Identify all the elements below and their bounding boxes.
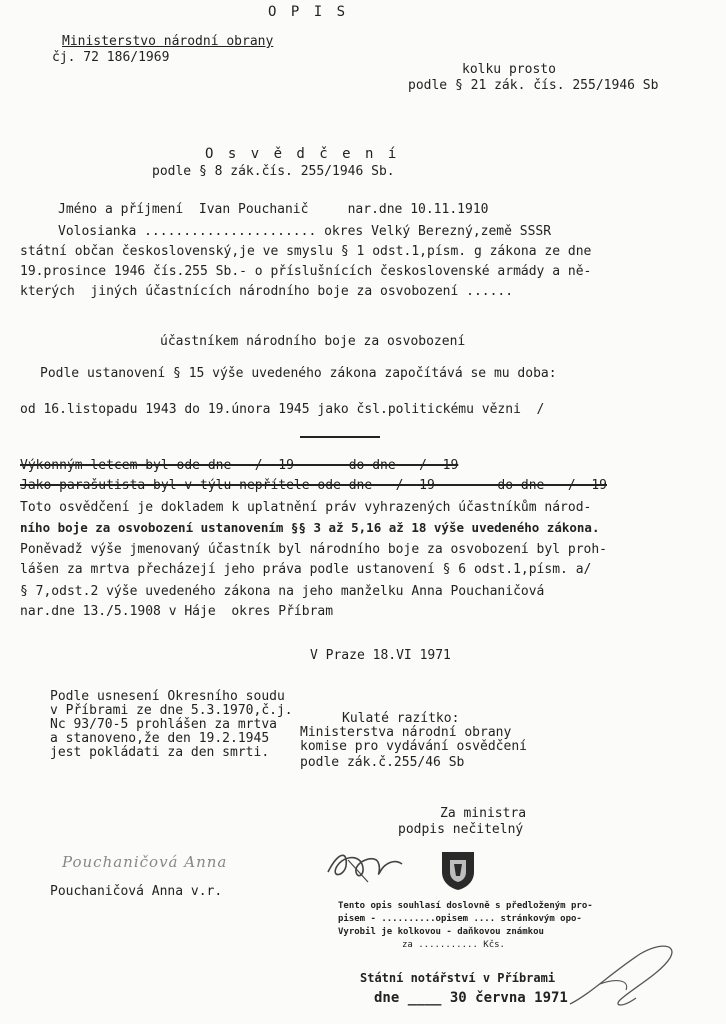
body-line-14: § 7,odst.2 výše uvedeného zákona na jeho manželku Anna Pouchaničová [20,584,545,599]
court-note-line-3: Nc 93/70-5 prohlášen za mrtva [50,717,277,732]
minister-line-2: podpis nečitelný [398,822,524,837]
notary-date: dne ____ 30 června 1971 [374,990,568,1006]
provision-line: Podle ustanovení § 15 výše uvedeného zákona započítává se mu doba: [40,366,557,381]
name-line: Jméno a příjmení Ivan Pouchanič nar.dne 10.11.1910 [58,202,489,217]
court-note-line-2: v Příbrami ze dne 5.3.1970,č.j. [50,703,293,718]
stamp-exemption-line2: podle § 21 zák. čís. 255/1946 Sb [408,78,659,93]
court-note-line-4: a stanoveno,že den 19.2.1945 [50,731,270,746]
body-line-12: Poněvadž výše jmenovaný účastník byl národního boje za osvobození byl proh- [20,542,607,557]
document-subtitle: podle § 8 zák.čís. 255/1946 Sb. [152,164,395,179]
struck-pilot-line: Výkonným letcem byl ode dne / 19 do dne / 19 [20,458,459,473]
court-note-line-5: jest pokládati za den smrti. [50,745,270,760]
round-stamp-line-3: komise pro vydávání osvědčení [300,739,527,754]
period-line: od 16.listopadu 1943 do 19.února 1945 jako čsl.politickému vězni / [20,402,545,417]
notary-office: Státní notářství v Příbrami [360,971,556,985]
struck-parachutist-line: Jako parašutista byl v týlu nepřítele ode dne / 19 do dne / 19 [20,478,607,493]
minister-line-1: Za ministra [440,806,527,821]
ministry-name: Ministerstvo národní obrany [62,34,274,49]
notary-stamp [338,900,593,952]
notary-stamp-line-2: pisem - ..........opisem .... stránkovým opo- [338,914,582,924]
place-date: V Praze 18.VI 1971 [310,648,451,663]
state-emblem-icon [438,848,478,892]
birthplace-line: Volosianka ...................... okres Velký Berezný,země SSSR [58,224,552,239]
body-line-10: Toto osvědčení je dokladem k uplatnění práv vyhrazených účastníkům národ- [20,500,592,515]
document-title: O s v ě d č e n í [205,146,400,162]
reference-number: čj. 72 186/1969 [52,50,170,65]
opis-heading: O P I S [268,4,349,20]
notary-signature-flourish [560,934,690,1014]
notary-stamp-line-4: za ........... Kčs. [402,940,505,950]
round-stamp-line-1: Kulaté razítko: [342,711,460,726]
court-note-line-1: Podle usnesení Okresního soudu [50,689,285,704]
notary-stamp-line-1: Tento opis souhlasí doslovně s předloženým pro- [338,901,593,911]
separator-dash [300,436,380,438]
round-stamp-line-4: podle zák.č.255/46 Sb [300,755,465,770]
body-line-5: kterých jiných účastnících národního boje za osvobození ...... [20,284,514,299]
role-line: účastníkem národního boje za osvobození [160,334,466,349]
notary-initials-signature [318,842,414,886]
body-line-13: lášen za mrtva přecházejí jeho práva podle ustanovení § 6 odst.1,písm. a/ [20,562,592,577]
body-line-11: ního boje za osvobození ustanovením §§ 3 až 5,16 až 18 výše uvedeného zákona. [20,520,600,535]
typed-signature: Pouchaničová Anna v.r. [50,884,223,899]
body-line-15: nar.dne 13./5.1908 v Háje okres Příbram [20,604,334,619]
stamp-exemption-line1: kolku prosto [462,62,556,77]
notary-stamp-line-3: Vyrobil je kolkovou - daňkovou známkou [338,927,544,937]
body-line-4: 19.prosince 1946 čís.255 Sb.- o příslušnících československé armády a ně- [20,264,592,279]
handwritten-signature: Pouchaničová Anna [62,853,228,871]
body-line-3: státní občan československý,je ve smyslu § 1 odst.1,písm. g zákona ze dne [20,244,592,259]
round-stamp-line-2: Ministerstva národní obrany [300,725,512,740]
